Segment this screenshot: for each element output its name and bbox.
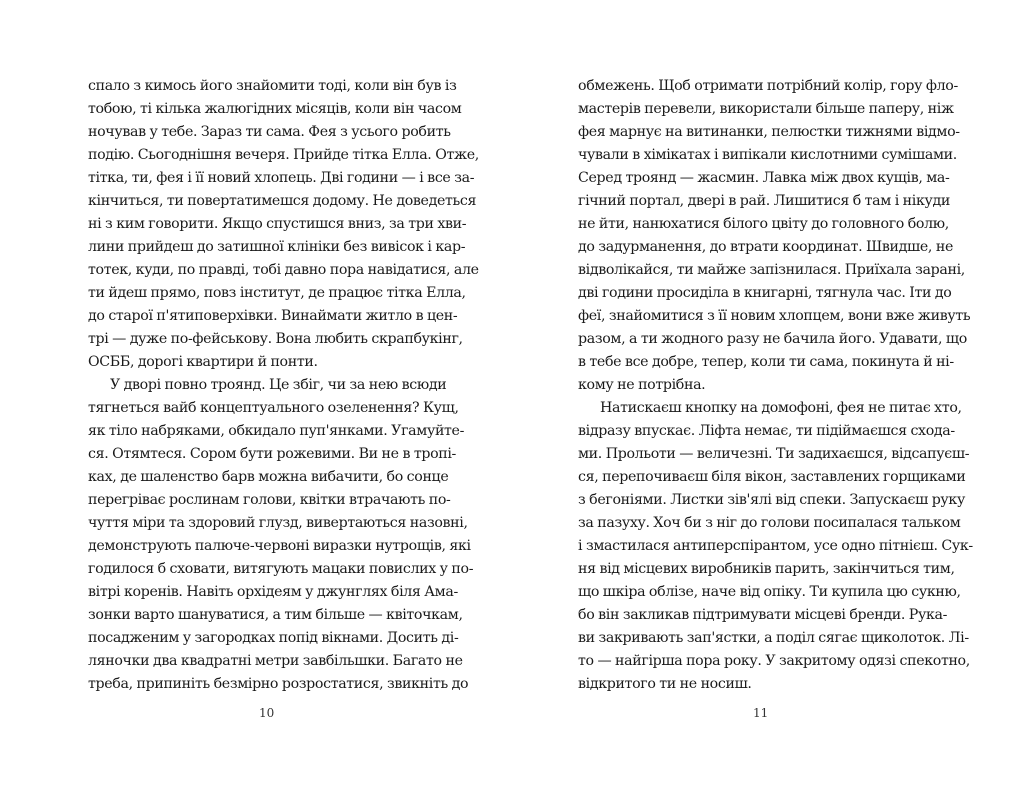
text-line: тягнеться вайб концептуального озеленення? Кущ, [88, 400, 459, 416]
text-line: відкритого ти не носиш. [578, 676, 752, 692]
right-page [578, 75, 973, 696]
text-line: тітка, ти, фея і її новий хлопець. Дві години — і все за- [88, 170, 475, 186]
text-line: і змастилася антиперспірантом, усе одно пітнієш. Сук- [578, 538, 973, 554]
text-line: посадженим у загородках попід вікнами. Досить ді- [88, 630, 459, 646]
text-line: гічний портал, двері в рай. Лишитися б там і нікуди [578, 193, 950, 209]
text-line: ночував у тебе. Зараз ти сама. Фея з усього робить [88, 124, 451, 140]
page-number-left: 10 [259, 706, 275, 720]
text-line: феї, знайомитися з її новим хлопцем, вони вже живуть [578, 308, 971, 324]
text-line: за пазуху. Хоч би з ніг до голови посипалася тальком [578, 515, 961, 531]
text-line: дві години просиділа в книгарні, тягнула час. Іти до [578, 285, 952, 301]
text-line: відразу впускає. Ліфта немає, ти підіймаєшся схода- [578, 423, 955, 439]
text-line: спало з кимось його знайомити тоді, коли він був із [88, 78, 457, 94]
text-line: обмежень. Щоб отримати потрібний колір, гору фло- [578, 78, 958, 94]
text-line: ми. Прольоти — величезні. Ти задихаєшся, відсапуєш- [578, 446, 970, 462]
text-line: тобою, ті кілька жалюгідних місяців, коли він часом [88, 101, 462, 117]
text-line: що шкіра облізе, наче від опіку. Ти купила цю сукню, [578, 584, 961, 600]
text-line: ляночки два квадратні метри завбільшки. Багато не [88, 653, 463, 669]
text-line: чуття міри та здоровий глузд, вивертаються назовні, [88, 515, 468, 531]
text-line: ви закривають зап'ястки, а поділ сягає щиколоток. Лі- [578, 630, 969, 646]
text-line: треба, припиніть безмірно розростатися, звикніть до [88, 676, 469, 692]
text-line: Серед троянд — жасмин. Лавка між двох кущів, ма- [578, 170, 950, 186]
text-line: ні з ким говорити. Якщо спустишся вниз, за три хви- [88, 216, 467, 232]
text-line: тотек, куди, по правді, тобі давно пора навідатися, але [88, 262, 479, 278]
text-line: разом, а ти жодного разу не бачила його. Удавати, що [578, 331, 967, 347]
text-line: як тіло набряками, обкидало пуп'янками. Угамуйте- [88, 423, 465, 439]
text-line: бо він закликав підтримувати місцеві бренди. Рука- [578, 607, 948, 623]
text-line: то — найгірша пора року. У закритому одязі спекотно, [578, 653, 970, 669]
text-line: демонструють палюче-червоні виразки нутрощів, які [88, 538, 471, 554]
paragraph-start-line: У дворі повно троянд. Це збіг, чи за нею всюди [110, 377, 447, 393]
text-line: зонки варто шануватися, а тим більше — квіточкам, [88, 607, 463, 623]
text-line: трі — дуже по-фейськову. Вона любить скрапбукінг, [88, 331, 463, 347]
text-line: ОСББ, дорогі квартири й понти. [88, 354, 318, 370]
text-line: мастерів перевели, використали більше паперу, ніж [578, 101, 954, 117]
text-line: ти йдеш прямо, повз інститут, де працює тітка Елла, [88, 285, 466, 301]
text-line: відволікайся, ти майже запізнилася. Приїхала зарані, [578, 262, 965, 278]
paragraph-start-line: Натискаєш кнопку на домофоні, фея не питає хто, [600, 400, 962, 416]
text-line: кому не потрібна. [578, 377, 706, 393]
text-line: подію. Сьогоднішня вечеря. Прийде тітка Елла. Отже, [88, 147, 479, 163]
text-line: кінчиться, ти повертатимешся додому. Не доведеться [88, 193, 477, 209]
text-line: до старої п'ятиповерхівки. Винаймати житло в цен- [88, 308, 458, 324]
text-line: ся, перепочиваєш біля вікон, заставлених горщиками [578, 469, 966, 485]
text-line: з бегоніями. Листки зів'ялі від спеки. Запускаєш руку [578, 492, 965, 508]
text-line: не йти, нанюхатися білого цвіту до головного болю, [578, 216, 949, 232]
page-number-right: 11 [753, 706, 769, 720]
text-line: ня від місцевих виробників парить, закінчиться тим, [578, 561, 955, 577]
text-line: до задурманення, до втрати координат. Швидше, не [578, 239, 953, 255]
text-line: ся. Отямтеся. Сором бути рожевими. Ви не в тропі- [88, 446, 456, 462]
text-line: перегріває рослинам голови, квітки втрачають по- [88, 492, 451, 508]
text-line: годилося б сховати, витягують мацаки повислих у по- [88, 561, 474, 577]
text-line: ках, де шаленство барв можна вибачити, бо сонце [88, 469, 449, 485]
text-line: фея марнує на витинанки, пелюстки тижнями відмо- [578, 124, 960, 140]
text-line: вітрі коренів. Навіть орхідеям у джунглях біля Ама- [88, 584, 458, 600]
text-line: чували в хімікатах і випікали кислотними сумішами. [578, 147, 957, 163]
text-line: в тебе все добре, тепер, коли ти сама, покинута й ні- [578, 354, 954, 370]
text-line: лини прийдеш до затишної клініки без вивісок і кар- [88, 239, 466, 255]
left-page [88, 75, 479, 696]
